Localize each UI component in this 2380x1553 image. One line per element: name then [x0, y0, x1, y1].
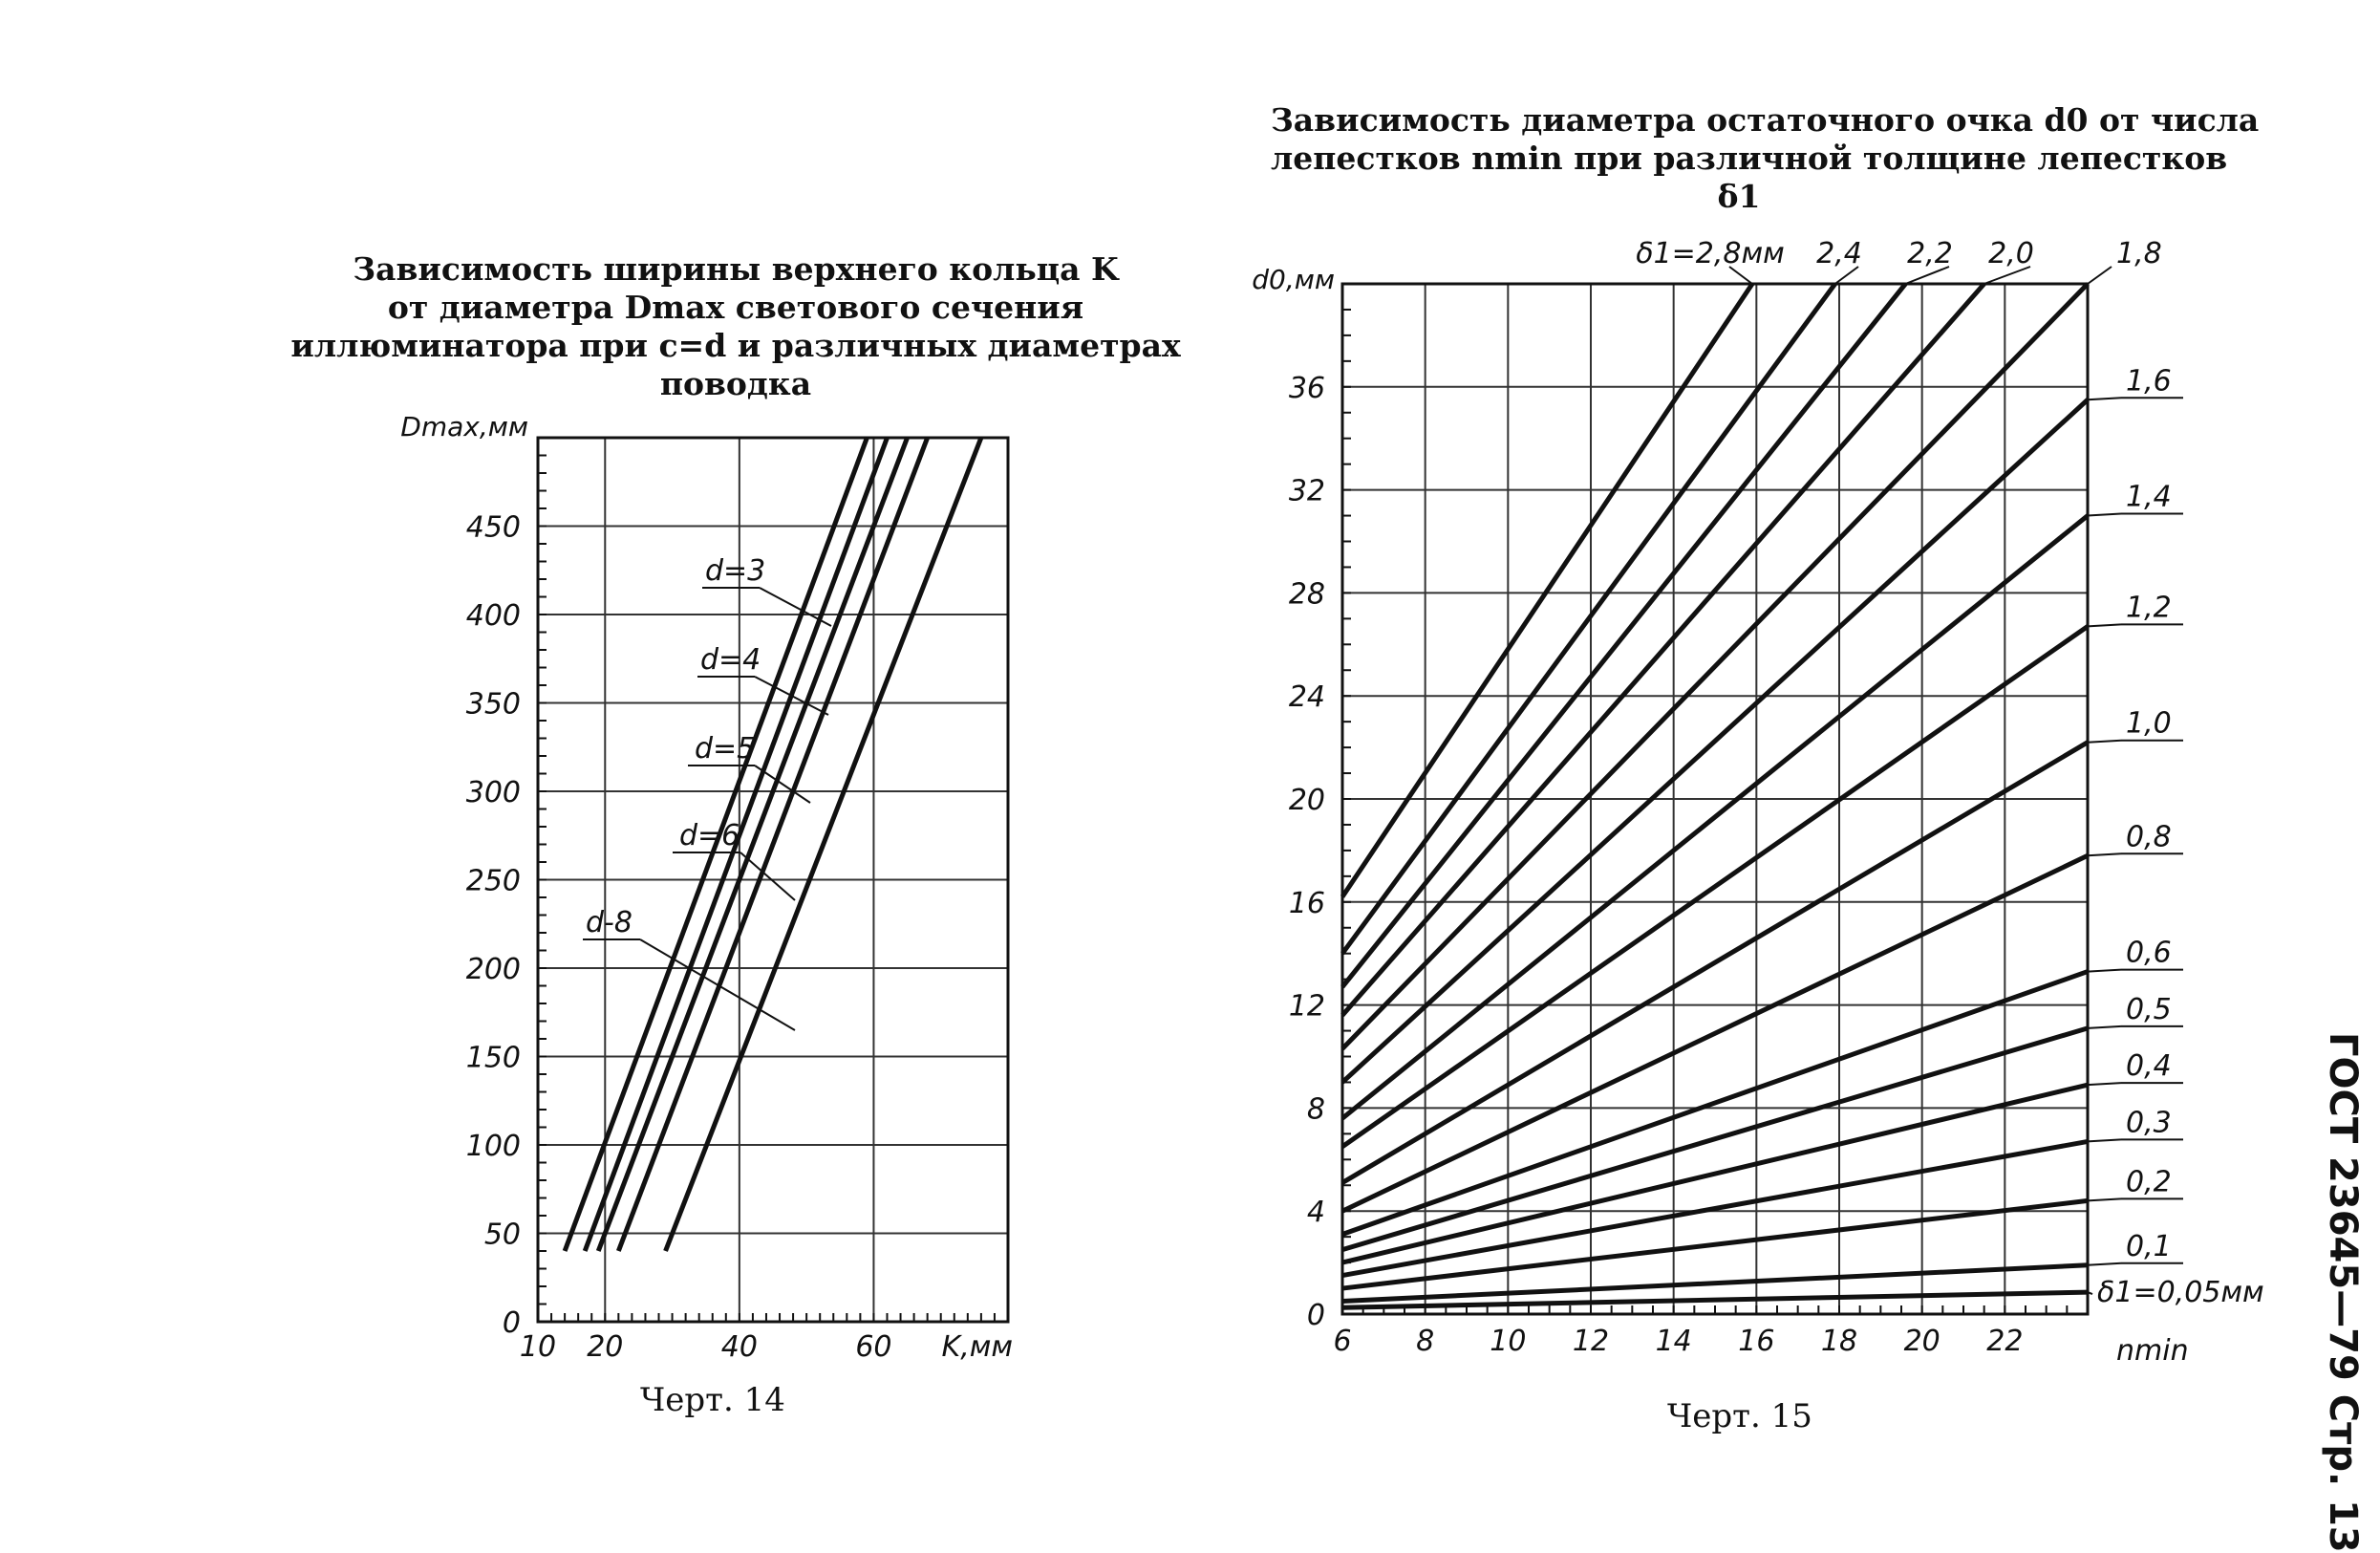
- chart15-ytick-label: 28: [1288, 577, 1325, 612]
- chart15-series-line: [1342, 855, 2088, 1211]
- chart15-series-label: 2,4: [1816, 237, 1862, 270]
- chart15-label-leader: [2088, 1198, 2121, 1200]
- chart15-xtick-label: 8: [1416, 1325, 1435, 1358]
- chart14-series-label: d=6: [679, 819, 740, 852]
- chart15-series-label: 0,6: [2126, 936, 2172, 970]
- chart14-series-line: [618, 438, 927, 1251]
- chart14-series-label: d-8: [586, 906, 633, 939]
- chart15-ytick-label: 12: [1288, 989, 1325, 1024]
- chart15-label-leader: [2088, 1083, 2121, 1085]
- chart14-title-line: Зависимость ширины верхнего кольца K: [353, 250, 1119, 288]
- chart15-label-leader: [2088, 624, 2121, 626]
- chart15-series-label: 1,0: [2126, 706, 2172, 741]
- chart14-xtick-label: 20: [587, 1330, 624, 1364]
- chart14-title-line: поводка: [659, 365, 812, 402]
- chart15-ytick-label: 24: [1288, 680, 1325, 715]
- chart15-series-line: [1342, 1200, 2088, 1288]
- chart15-label-leader: [2088, 853, 2121, 855]
- chart15-ytick-label: 16: [1288, 886, 1325, 920]
- chart15-title-line: лепестков nmin при различной толщине лепестков: [1271, 140, 2228, 177]
- chart14-series-label: d=4: [700, 643, 761, 677]
- chart15-xtick-label: 22: [1986, 1325, 2024, 1358]
- chart15-series-line: [1342, 516, 2088, 1119]
- chart15-xtick-label: 18: [1820, 1325, 1858, 1358]
- chart15-series-line: [1342, 972, 2088, 1235]
- chart15-xtick-label: 16: [1738, 1325, 1775, 1358]
- chart14-caption: Черт. 14: [640, 1381, 785, 1419]
- chart15-series-label: δ1=2,8мм: [1636, 237, 1785, 270]
- chart15-label-leader: [2088, 970, 2121, 972]
- chart15-series-label: 0,1: [2126, 1229, 2172, 1263]
- chart14-ytick-label: 50: [483, 1218, 521, 1252]
- chart15-ytick-label: 0: [1306, 1299, 1325, 1332]
- chart15-ytick-label: 8: [1306, 1092, 1325, 1127]
- chart15-series-line: [1342, 743, 2088, 1183]
- chart15-label-leader: [2088, 1263, 2121, 1265]
- chart15-xtick-label: 14: [1655, 1325, 1692, 1358]
- chart15-series-line: [1342, 1085, 2088, 1262]
- chart15-label-leader: [2088, 398, 2121, 399]
- chart15-label-leader: [2088, 267, 2112, 284]
- chart14-series-label: d=5: [695, 732, 756, 766]
- chart14-ytick-label: 450: [465, 510, 521, 545]
- chart15-label-leader: [2088, 514, 2121, 516]
- chart15-series-label: 0,3: [2126, 1106, 2172, 1140]
- chart15-series-line: [1342, 284, 1752, 896]
- chart14-ytick-label: 100: [465, 1130, 521, 1163]
- chart15-series-label: 1,2: [2126, 591, 2172, 625]
- chart15-xtick-label: 20: [1903, 1325, 1940, 1358]
- chart14-xtick-label: 40: [720, 1330, 758, 1364]
- chart14-ytick-label: 400: [465, 599, 521, 633]
- chart15-xlabel: nmin: [2116, 1334, 2189, 1368]
- chart15-label-leader: [2088, 1026, 2121, 1028]
- chart15-series-label: 0,2: [2126, 1165, 2172, 1199]
- chart15-series-label: 0,8: [2126, 820, 2172, 854]
- chart15-series-label: δ1=0,05мм: [2097, 1276, 2264, 1310]
- chart15-xtick-label: 6: [1333, 1325, 1352, 1358]
- chart15-title-line: δ1: [1717, 178, 1761, 215]
- chart15-series-line: [1342, 399, 2088, 1082]
- page-header: ГОСТ 23645—79 Стр. 13: [2321, 1032, 2365, 1553]
- chart15-ytick-label: 20: [1288, 784, 1325, 817]
- chart14-ytick-label: 0: [502, 1306, 521, 1340]
- chart15-series-label: 1,6: [2126, 364, 2172, 399]
- chart14-ytick-label: 250: [465, 864, 521, 898]
- chart14-ylabel: Dmax,мм: [400, 411, 528, 442]
- chart15-series-line: [1342, 284, 2088, 1048]
- chart14-series-label: d=3: [705, 554, 766, 588]
- chart15-series-line: [1342, 284, 1905, 987]
- chart15-series-line: [1342, 1028, 2088, 1250]
- chart15-xtick-label: 12: [1572, 1325, 1610, 1358]
- chart14-ytick-label: 350: [465, 687, 521, 722]
- chart14-xtick-label: 60: [855, 1330, 892, 1364]
- chart15-series-label: 2,2: [1907, 237, 1953, 270]
- chart14-xtick-label: 10: [519, 1330, 557, 1364]
- chart14-label-leader: [760, 588, 831, 626]
- chart15-ytick-label: 32: [1288, 474, 1325, 508]
- chart15-title-line: Зависимость диаметра остаточного очка d0 от числа: [1271, 101, 2260, 139]
- chart15-series-label: 0,4: [2126, 1049, 2172, 1084]
- chart15-label-leader: [2088, 741, 2121, 743]
- chart15-xtick-label: 10: [1490, 1325, 1527, 1358]
- chart15-series-line: [1342, 1141, 2088, 1275]
- chart14-ytick-label: 150: [465, 1041, 521, 1075]
- chart15-series-label: 1,8: [2116, 237, 2162, 270]
- chart15-ylabel: d0,мм: [1252, 264, 1335, 295]
- chart15-label-leader: [2088, 1139, 2121, 1141]
- chart14-xlabel: K,мм: [941, 1330, 1013, 1364]
- chart14-title-line: иллюминатора при c=d и различных диаметрах: [290, 327, 1181, 364]
- chart15-ytick-label: 4: [1306, 1196, 1325, 1230]
- chart15-series-label: 2,0: [1988, 237, 2034, 270]
- chart14-title-line: от диаметра Dmax светового сечения: [387, 289, 1084, 326]
- chart15-ytick-label: 36: [1288, 371, 1325, 405]
- chart15-caption: Черт. 15: [1667, 1397, 1812, 1435]
- chart15-series-line: [1342, 284, 1984, 1015]
- chart14-ytick-label: 200: [465, 953, 521, 986]
- chart14-ytick-label: 300: [465, 776, 521, 809]
- chart15-series-label: 1,4: [2126, 480, 2172, 514]
- chart15-series-label: 0,5: [2126, 992, 2172, 1026]
